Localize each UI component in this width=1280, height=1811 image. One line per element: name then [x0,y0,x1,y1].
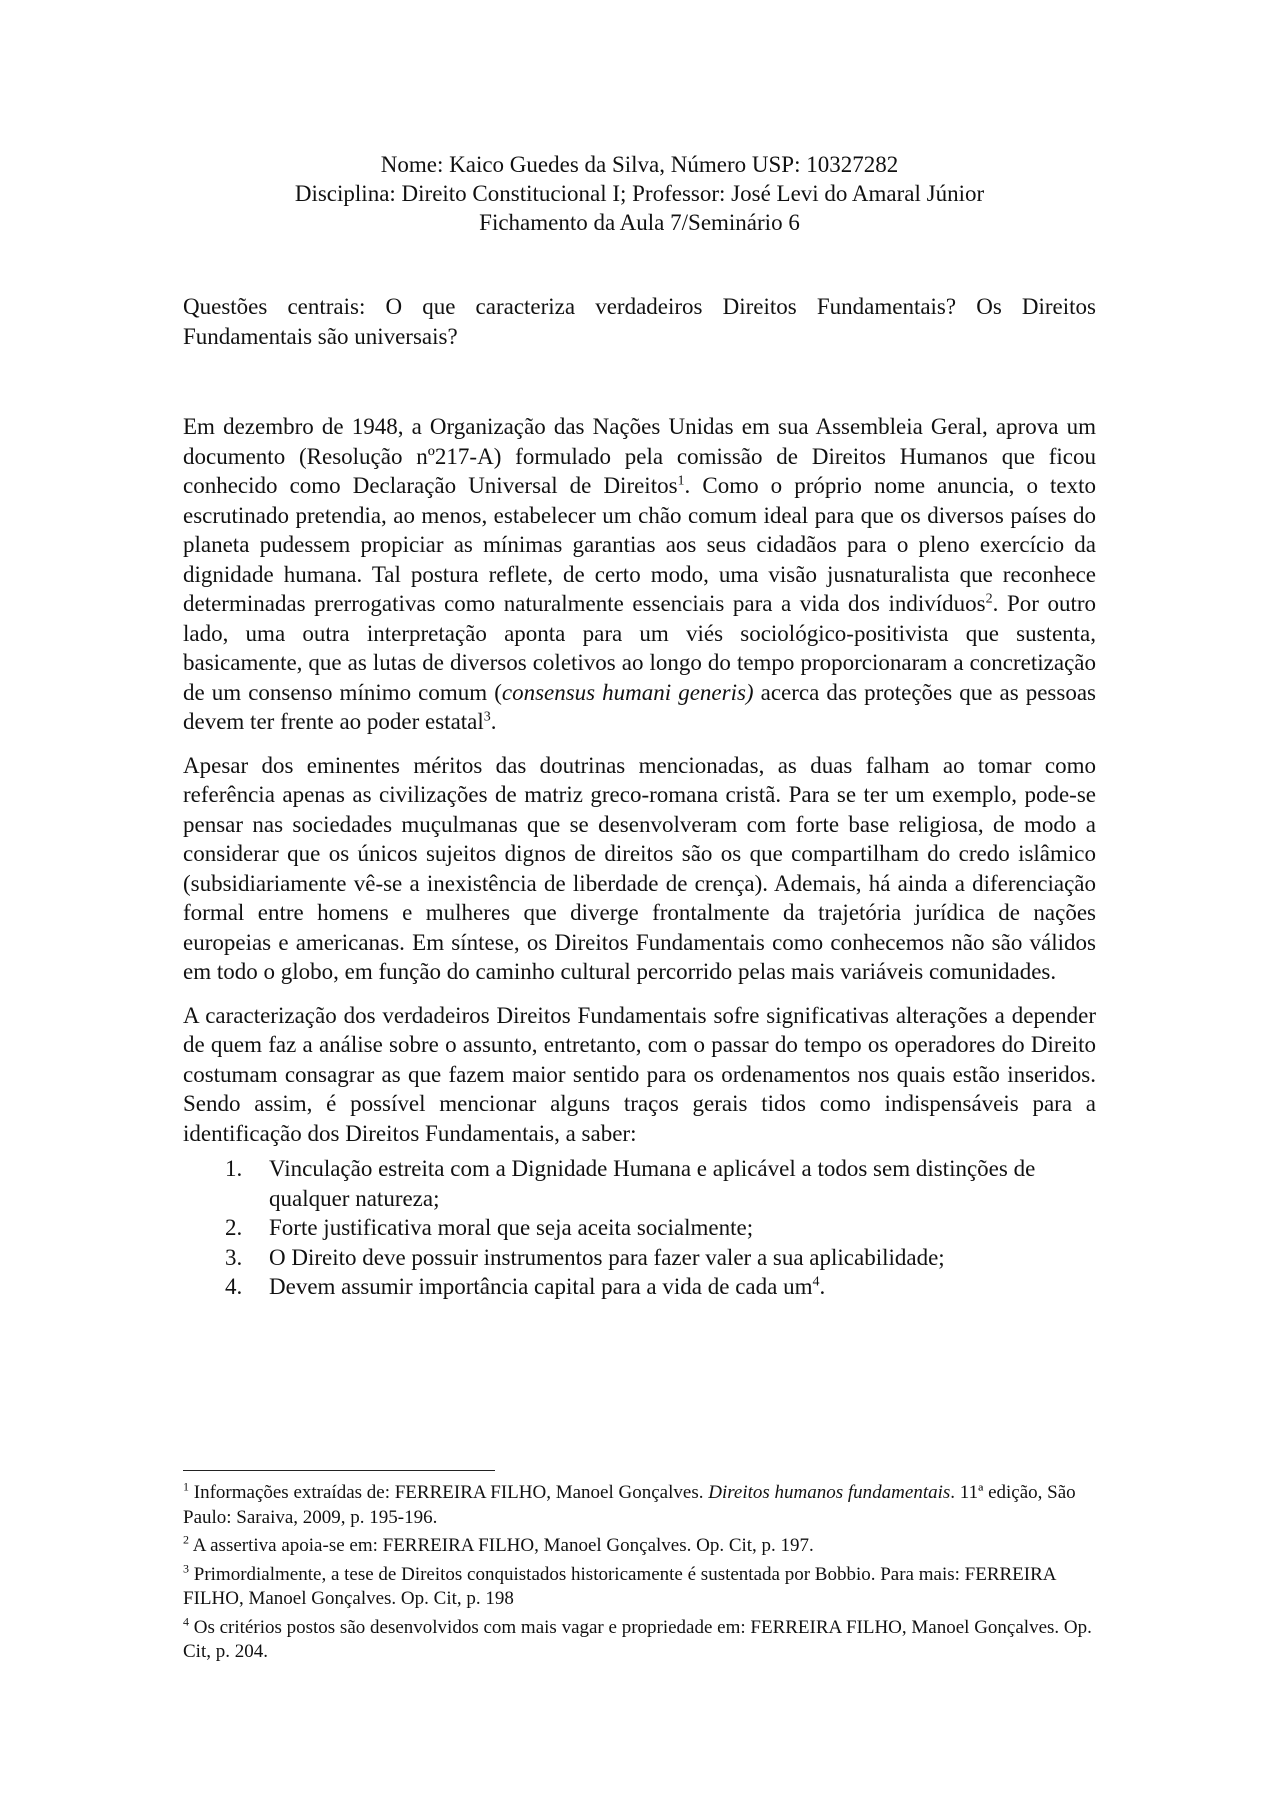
list-number: 3. [225,1244,243,1270]
list-number: 1. [225,1156,243,1181]
paragraph-1-text-a: Em dezembro de 1948, a Organização das Nações Unidas em sua Assembleia Geral, aprova um documento (Resolução nº217-A) formulado pela comissão de Direitos Humanos que ficou conhecido como Declaração Universal de Direitos [183,414,1096,498]
list-item [183,1154,1096,1213]
latin-term: consensus humani generis) [501,679,754,705]
footnote-mark: 3 [183,1561,189,1576]
footnote-text: Primordialmente, a tese de Direitos conquistados historicamente é sustentada por Bobbio. Para mais: FERREIRA FILHO, Manoel Gonçalves. Op. Cit, p. 198 [183,1563,1056,1609]
paragraph-1-text-d: acerca das proteções que as pessoas devem ter frente ao poder estatal [183,679,1096,734]
footnote-text: A assertiva apoia-se em: FERREIRA FILHO, Manoel Gonçalves. Op. Cit, p. 197. [189,1535,814,1556]
footnote-3 [183,1563,1096,1612]
student-info: Nome: Kaico Guedes da Silva, Número USP: 10327282 [380,152,899,177]
list-item-text: O Direito deve possuir instrumentos para fazer valer a sua aplicabilidade; [269,1244,945,1270]
list-item-tail: . [819,1274,826,1299]
book-title: Direitos humanos fundamentais [708,1482,951,1503]
central-questions: Questões centrais: O que caracteriza verdadeiros Direitos Fundamentais? Os Direitos Fundamentais são universais? [183,294,1096,349]
course-info: Disciplina: Direito Constitucional I; Professor: José Levi do Amaral Júnior [294,181,985,206]
footnote-text: Informações extraídas de: FERREIRA FILHO, Manoel Gonçalves. [189,1482,709,1503]
document-body [183,412,1096,1302]
list-item-text: Devem assumir importância capital para a vida de cada um [269,1274,813,1299]
footnotes [183,1481,1096,1669]
criteria-list [183,1154,1096,1302]
paragraph-1-text-c: . Por outro lado, uma outra interpretação aponta para um viés sociológico-positivista que sustenta, basicamente, que as lutas de diversos coletivos ao longo do tempo proporcionaram a concretização de um consenso mínimo comum ( [183,591,1097,705]
paragraph-2: Apesar dos eminentes méritos das doutrinas mencionadas, as duas falham ao tomar como referência apenas as civilizações de matriz greco-romana cristã. Para se ter um exemplo, pode-se pensar nas sociedades muçulmanas que se desenvolveram com forte base religiosa, de modo a considerar que os únicos sujeitos dignos de direitos são os que compartilham do credo islâmico (subsidiariamente vê-se a inexistência de liberdade de crença). Ademais, há ainda a diferenciação formal entre homens e mulheres que diverge frontalmente da trajetória jurídica de nações europeias e americanas. Em síntese, os Direitos Fundamentais como conhecemos não são válidos em todo o globo, em função do caminho cultural percorrido pelas mais variáveis comunidades. [183,752,1096,984]
list-number: 4. [225,1274,243,1299]
list-item-text: Vinculação estreita com a Dignidade Humana e aplicável a todos sem distinções de qualquer natureza; [269,1156,1036,1211]
footnote-ref-2: 2 [985,591,993,607]
footnote-ref-3: 3 [483,709,491,725]
footnote-2 [183,1534,1096,1559]
footnote-ref-1: 1 [677,473,685,489]
footnote-4 [183,1616,1096,1665]
footnote-ref-4: 4 [812,1274,820,1290]
paragraph-1-text-b: . Como o próprio nome anuncia, o texto escrutinado pretendia, ao menos, estabelecer um chão comum ideal para que os diversos países do planeta pudessem propiciar as mínimas garantias aos seus cidadãos para o pleno exercício da dignidade humana. Tal postura reflete, de certo modo, uma visão jusnaturalista que reconhece determinadas prerrogativas como naturalmente essenciais para a vida dos indivíduos [183,473,1096,616]
list-item [183,1243,1096,1273]
list-number: 2. [225,1215,243,1240]
paragraph-1 [183,412,1096,737]
footnote-mark: 2 [183,1532,189,1547]
list-item [183,1272,1096,1302]
list-item-text: Forte justificativa moral que seja aceita socialmente; [269,1215,754,1240]
assignment-title: Fichamento da Aula 7/Seminário 6 [479,210,800,235]
paragraph-3: A caracterização dos verdadeiros Direitos Fundamentais sofre significativas alterações a depender de quem faz a análise sobre o assunto, entretanto, com o passar do tempo os operadores do Direito costumam consagrar as que fazem maior sentido para os ordenamentos nos quais estão inseridos. Sendo assim, é possível mencionar alguns traços gerais tidos como indispensáveis para a identificação dos Direitos Fundamentais, a saber: [183,1002,1096,1146]
footnote-separator [183,1470,495,1471]
document-page [183,0,1096,1811]
paragraph-1-text-e: . [490,709,497,734]
footnote-text: . 11ª edição, São Paulo: Saraiva, 2009, p. 195-196. [183,1482,1076,1528]
footnote-1 [183,1481,1096,1530]
document-header [183,150,1096,237]
list-item [183,1213,1096,1243]
footnote-mark: 4 [183,1614,189,1629]
footnote-text: Os critérios postos são desenvolvidos com mais vagar e propriedade em: FERREIRA FILHO, Manoel Gonçalves. Op. Cit, p. 204. [183,1616,1092,1662]
footnote-mark: 1 [183,1479,189,1494]
